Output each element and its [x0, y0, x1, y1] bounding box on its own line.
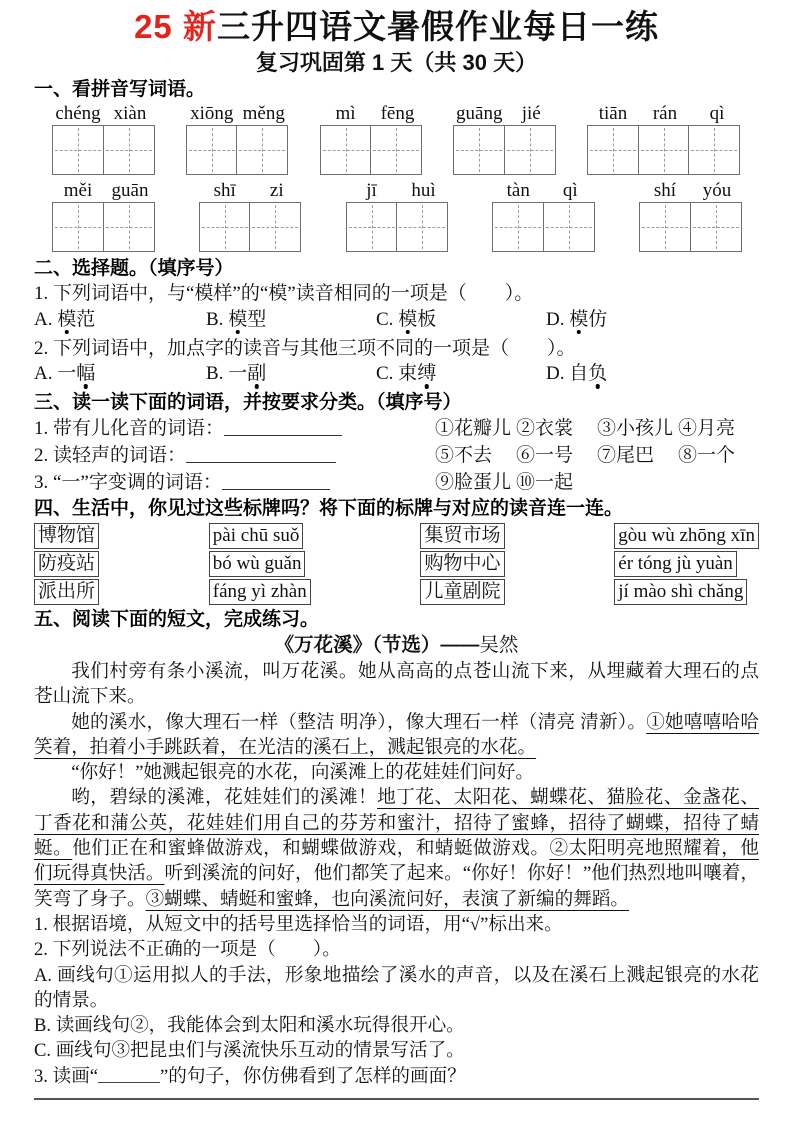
answer-blank[interactable]: [224, 421, 342, 436]
writing-box[interactable]: [638, 125, 690, 175]
passage-paragraph: [34, 785, 759, 911]
choice-option[interactable]: D. 模仿: [546, 308, 608, 330]
page-title-red: 25 新: [134, 8, 217, 45]
passage-segment: 她的溪水，像大理石一样（整洁 明净），像大理石一样（清亮 清新）。: [71, 711, 647, 733]
passage-author: 吴然: [479, 635, 519, 656]
word-item: ⑨脸蛋儿: [435, 472, 512, 493]
sign-label[interactable]: 派出所: [34, 579, 99, 605]
pinyin-row-2: [34, 179, 759, 252]
word-item: ③小孩儿: [597, 418, 674, 439]
section-header-5: 五、阅读下面的短文，完成练习。: [34, 609, 320, 630]
pinyin-word-group: [587, 102, 743, 175]
pinyin-label: měng: [242, 103, 285, 124]
pinyin-word-group: [199, 179, 303, 252]
sign-label[interactable]: 博物馆: [34, 523, 99, 549]
pinyin-row-1: [34, 102, 759, 175]
word-item: ⑥一号: [516, 445, 574, 466]
writing-box[interactable]: [249, 202, 301, 252]
pinyin-label: měi: [63, 180, 93, 201]
writing-box[interactable]: [236, 125, 288, 175]
emphasized-char: 模: [569, 308, 589, 330]
choice-option[interactable]: C. 束缚: [376, 363, 437, 384]
pinyin-column: [209, 523, 311, 605]
emphasized-char: 缚: [417, 363, 437, 384]
writing-box[interactable]: [186, 125, 238, 175]
pinyin-label: xiàn: [113, 103, 147, 124]
emphasized-char: 副: [247, 363, 267, 384]
pinyin-sign-label[interactable]: ér tóng jù yuàn: [614, 551, 737, 577]
section-header-2: 二、选择题。（填序号）: [34, 258, 234, 279]
choice-option[interactable]: A. 模范: [34, 308, 96, 330]
choice-option[interactable]: A. 一幅: [34, 363, 96, 384]
pinyin-word-group: [52, 179, 156, 252]
pinyin-label: jié: [521, 103, 541, 124]
pinyin-sign-label[interactable]: gòu wù zhōng xīn: [614, 523, 759, 549]
pinyin-column: [614, 523, 759, 605]
options-row: [34, 361, 759, 390]
pinyin-sign-label[interactable]: fáng yì zhàn: [209, 579, 311, 605]
underlined-sentence-2: ②太阳明亮地照耀着，他们玩得真快活。: [34, 838, 759, 885]
pinyin-label: jī: [366, 180, 377, 201]
passage-segment: 听到溪流的问好，他们都笑了起来。“你好！你好！”他们热烈地叫嚷着，笑弯了身子。: [34, 863, 759, 910]
writing-box[interactable]: [370, 125, 422, 175]
question-line: 3. 读画“ ”的句子，你仿佛看到了怎样的画面？: [34, 1065, 466, 1087]
writing-box[interactable]: [587, 125, 639, 175]
question-stem: 1. 下列词语中，与“模样”的“模”读音相同的一项是（ ）。: [34, 283, 534, 304]
pinyin-label: fēng: [380, 103, 415, 124]
word-item: ⑦尾巴: [597, 445, 655, 466]
writing-box[interactable]: [199, 202, 251, 252]
passage-paragraph: [34, 710, 759, 761]
pinyin-word-group: [346, 179, 450, 252]
sign-label[interactable]: 儿童剧院: [420, 579, 504, 605]
answer-blank[interactable]: [98, 1069, 160, 1083]
page-title: [34, 6, 759, 48]
pinyin-label: yóu: [702, 180, 732, 201]
pinyin-word-group: [453, 102, 557, 175]
writing-box[interactable]: [103, 202, 155, 252]
pinyin-label: xiōng: [190, 103, 234, 124]
choice-option[interactable]: A. 画线句①运用拟人的手法，形象地描绘了溪水的声音，以及在溪石上溅起银亮的水花的情景。: [34, 964, 759, 1011]
word-item: ⑩一起: [516, 472, 574, 493]
choice-option[interactable]: C. 模板: [376, 308, 437, 330]
classify-prompt: 3. “一”字变调的词语：: [34, 469, 435, 496]
emphasized-char: 幅: [76, 363, 96, 384]
pinyin-label: chéng: [55, 103, 101, 124]
pinyin-label: shī: [213, 180, 236, 201]
choice-option[interactable]: B. 一副: [206, 363, 267, 384]
section-header-3: 三、读一读下面的词语，并按要求分类。（填序号）: [34, 392, 462, 413]
question-stem: 2. 下列词语中，加点字的读音与其他三项不同的一项是（ ）。: [34, 337, 576, 359]
passage-paragraph: [34, 760, 759, 785]
passage-paragraph: [34, 659, 759, 710]
sign-label[interactable]: 防疫站: [34, 551, 99, 577]
choice-option[interactable]: B. 模型: [206, 308, 267, 330]
writing-box[interactable]: [52, 125, 104, 175]
options-row: [34, 307, 759, 336]
pinyin-label: guān: [111, 180, 149, 201]
writing-box[interactable]: [690, 202, 742, 252]
writing-box[interactable]: [504, 125, 556, 175]
section-header-4: 四、生活中，你见过这些标牌吗？将下面的标牌与对应的读音连一连。: [34, 498, 624, 519]
answer-blank[interactable]: [186, 448, 336, 463]
pinyin-label: shí: [653, 180, 677, 201]
writing-box[interactable]: [492, 202, 544, 252]
writing-box[interactable]: [688, 125, 740, 175]
page-title-black: 三升四语文暑假作业每日一练: [216, 8, 659, 45]
sign-column: [34, 523, 99, 605]
passage-segment: 他们正在和蜜蜂做游戏，和蝴蝶做游戏，和蜻蜓做游戏。: [72, 838, 550, 860]
sign-label[interactable]: 集贸市场: [420, 523, 504, 549]
question-line: 2. 下列说法不正确的一项是（ ）。: [34, 939, 341, 961]
writing-box[interactable]: [103, 125, 155, 175]
pinyin-sign-label[interactable]: jí mào shì chǎng: [614, 579, 747, 605]
writing-box[interactable]: [346, 202, 398, 252]
writing-box[interactable]: [453, 125, 505, 175]
classify-prompt: 2. 读轻声的词语：: [34, 442, 435, 469]
passage-segment: 哟，碧绿的溪滩，花娃娃们的溪滩！: [71, 787, 378, 809]
question-line: 1. 根据语境，从短文中的括号里选择恰当的词语，用“√”标出来。: [34, 913, 563, 935]
matching-block: [34, 523, 759, 605]
pinyin-label: zi: [269, 180, 284, 201]
pinyin-sign-label[interactable]: bó wù guǎn: [209, 551, 306, 577]
emphasized-char: 负: [588, 363, 608, 384]
choice-option[interactable]: B. 读画线句②，我能体会到太阳和溪水玩得很开心。: [34, 1015, 465, 1037]
word-item: ②衣裳: [516, 418, 574, 439]
pinyin-word-group: [320, 102, 424, 175]
writing-box[interactable]: [543, 202, 595, 252]
classify-prompt: 1. 带有儿化音的词语：: [34, 415, 435, 442]
divider-line: [34, 1098, 759, 1100]
writing-box[interactable]: [52, 202, 104, 252]
choice-option[interactable]: C. 画线句③把昆虫们与溪流快乐互动的情景写活了。: [34, 1040, 465, 1062]
pinyin-label: qì: [562, 180, 578, 201]
underlined-sentence-3: ③蝴蝶、蜻蜓和蜜蜂，也向溪流问好，表演了新编的舞蹈。: [145, 888, 630, 910]
pinyin-sign-label[interactable]: pài chū suǒ: [209, 523, 304, 549]
pinyin-word-group: [186, 102, 290, 175]
pinyin-label: tiān: [598, 103, 628, 124]
pinyin-label: huì: [411, 180, 436, 201]
emphasized-char: 模: [228, 308, 248, 330]
sign-column: [420, 523, 504, 605]
emphasized-char: 模: [57, 308, 77, 330]
pinyin-label: guāng: [456, 103, 503, 124]
passage-title: 《万花溪》（节选）——吴然: [274, 634, 519, 656]
page-subtitle: 复习巩固第 1 天（共 30 天）: [255, 50, 538, 75]
pinyin-word-group: [639, 179, 743, 252]
word-bank: [435, 415, 759, 496]
word-item: ⑤不去: [435, 445, 493, 466]
passage-segment: 我们村旁有条小溪流，叫万花溪。她从高高的点苍山流下来，从埋藏着大理石的点苍山流下来。: [34, 661, 759, 708]
writing-box[interactable]: [396, 202, 448, 252]
pinyin-word-group: [52, 102, 156, 175]
pinyin-label: rán: [652, 103, 678, 124]
emphasized-char: 模: [398, 308, 418, 330]
underlined-flower-list: 地丁花、太阳花、蝴蝶花、猫脸花、金盏花、丁香花和蒲公英，花娃娃们用自己的芬芳和蜜汁，招待了蜜蜂，招待了蝴蝶，招待了蜻蜓。: [34, 787, 759, 860]
classify-block: [34, 415, 759, 496]
writing-box[interactable]: [639, 202, 691, 252]
passage-segment: “你好！”她溅起银亮的水花，向溪滩上的花娃娃们问好。: [71, 762, 534, 784]
writing-box[interactable]: [320, 125, 372, 175]
sign-label[interactable]: 购物中心: [420, 551, 504, 577]
choice-option[interactable]: D. 自负: [546, 363, 608, 384]
answer-blank[interactable]: [222, 475, 330, 490]
pinyin-word-group: [492, 179, 596, 252]
word-item: ⑧一个: [678, 445, 736, 466]
pinyin-label: qì: [709, 103, 725, 124]
section-header-1: 一、看拼音写词语。: [34, 79, 206, 100]
underlined-sentence-1: ①她嘻嘻哈哈笑着，拍着小手跳跃着，在光洁的溪石上，溅起银亮的水花。: [34, 711, 759, 758]
pinyin-label: mì: [335, 103, 356, 124]
pinyin-label: tàn: [506, 180, 530, 201]
word-item: ④月亮: [678, 418, 736, 439]
word-item: ①花瓣儿: [435, 418, 512, 439]
